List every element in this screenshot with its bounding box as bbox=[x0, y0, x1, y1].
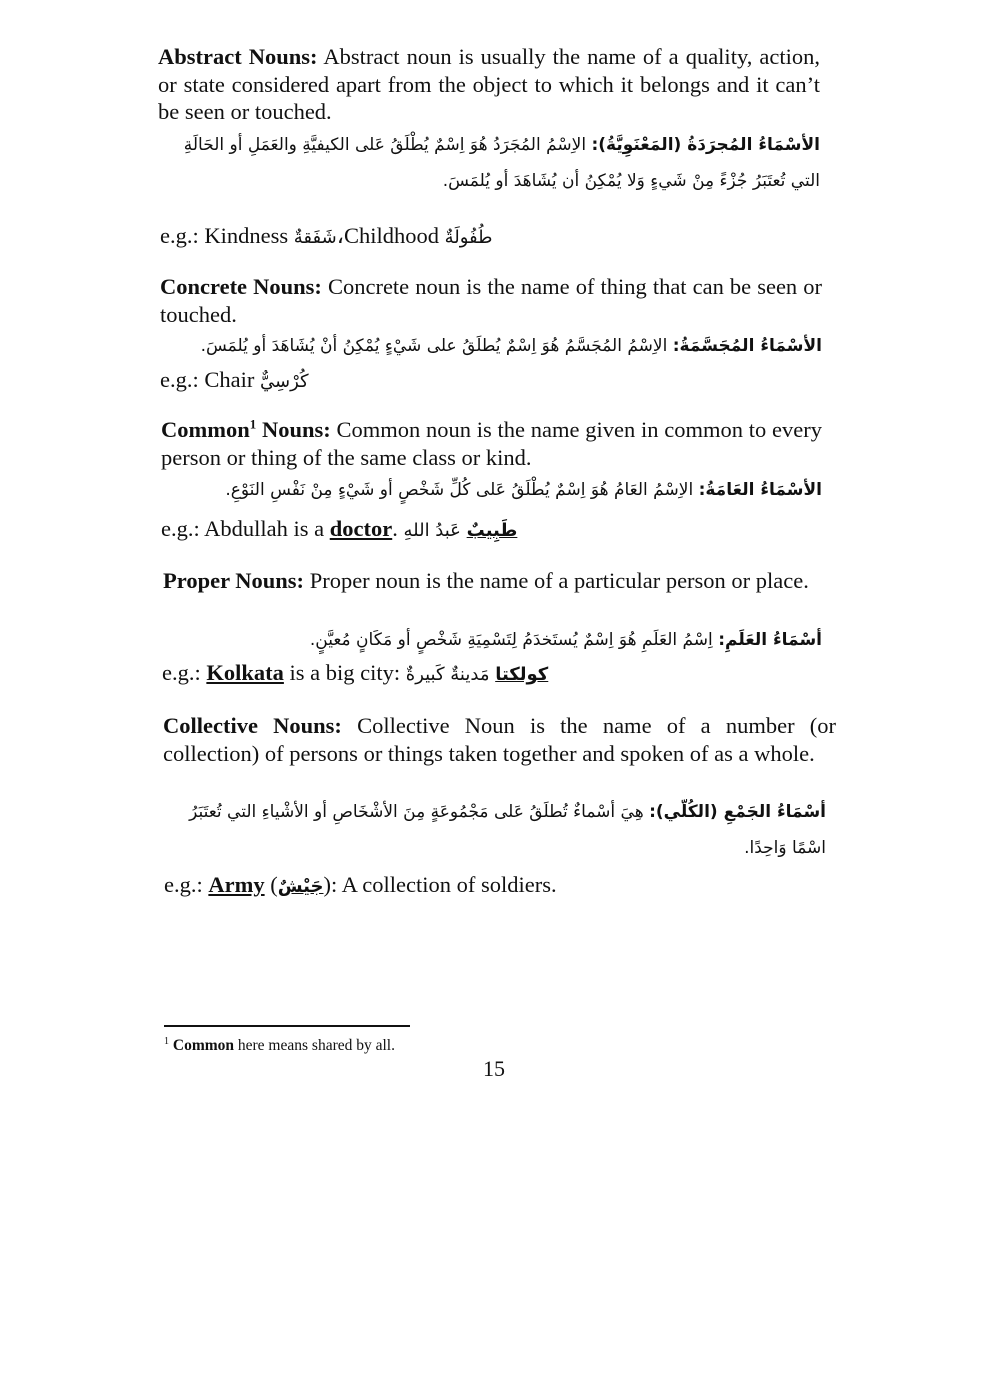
abstract-nouns-example: e.g.: Kindness شَفَقةٌ،Childhood طُفُولَةٌ bbox=[160, 223, 493, 248]
page-number: 15 bbox=[483, 1056, 505, 1081]
collective-nouns-example: e.g.: Army (جَيْشٌ): A collection of soldiers. bbox=[164, 872, 557, 897]
common-nouns-definition: Common$^1$ Nouns: Common noun is the name given in common to every person or thing of the same class or kind. bbox=[161, 416, 822, 470]
concrete-nouns-example: e.g.: Chair كُرْسِيٌّ bbox=[160, 367, 309, 392]
collective-nouns-definition: Collective Nouns: Collective Noun is the name of a number (or collection) of persons or things taken together and spoken of as a whole. bbox=[163, 713, 836, 766]
collective-nouns-arabic: أسْمَاءُ الجَمْعِ (الكُلّي): هِيَ أسْماءٌ تُطلَقُ عَلى مَجْمُوعَةٍ مِنَ الأشْخَاصِ أو الأشْياءِ التي تُعتَبَرُ اسْمًا وَاحِدًا. bbox=[189, 802, 826, 858]
collective-nouns-term: Collective Nouns: bbox=[163, 713, 342, 738]
common-nouns-term: Common$^1$ Nouns: bbox=[161, 416, 331, 442]
footnote-reference[interactable]: 1 bbox=[249, 416, 257, 432]
proper-nouns-arabic: أسْمَاءُ العَلَمِ: اِسْمُ العَلَمِ هُوَ اِسْمٌ يُستَخدَمُ لِتَسْمِيَةِ شَخْصٍ أو مَكَانٍ مُعيَّنٍ. bbox=[309, 630, 822, 650]
concrete-nouns-arabic: الأسْمَاءُ المُجَسَّمَةُ: الاِسْمُ المُجَسَّمُ هُوَ اِسْمٌ يُطلَقُ على شَيْءٍ يُمْكِنُ أنْ يُشَاهَدَ أو يُلمَسَ. bbox=[200, 336, 822, 356]
concrete-nouns-term: Concrete Nouns: bbox=[160, 274, 322, 299]
concrete-nouns-definition: Concrete Nouns: Concrete noun is the name of thing that can be seen or touched. bbox=[160, 274, 822, 327]
footnote: $^1$ Common here means shared by all. bbox=[164, 1035, 395, 1054]
abstract-nouns-definition: Abstract Nouns: Abstract noun is usually the name of a quality, action, or state considered apart from the object to which it belongs and it can’t be seen or touched. bbox=[158, 44, 820, 124]
footnote-separator bbox=[164, 1025, 410, 1027]
proper-nouns-term: Proper Nouns: bbox=[163, 568, 305, 593]
abstract-nouns-arabic: الأسْمَاءُ المُجرَدَةُ (المَعْنَوِيَّةُ): الاِسْمُ المُجَرَدُ هُوَ اِسْمٌ يُطْلَقُ عَلى الكيفيَّةِ والعَمَلِ أو الحَالَةِ التي تُعتَبَرُ جُزْءً مِنْ شَيءٍ وَلا يُمْكِنُ أن يُشَاهَدَ أو يُلمَسَ. bbox=[183, 135, 820, 191]
proper-nouns-definition: Proper Nouns: Proper noun is the name of a particular person or place. bbox=[163, 568, 809, 593]
abstract-nouns-term: Abstract Nouns: bbox=[158, 44, 318, 69]
common-nouns-example: e.g.: Abdullah is a doctor. طَبِيبٌ عَبدُ اللهِ bbox=[161, 516, 518, 541]
common-nouns-arabic: الأسْمَاءُ العَامَةُ: الاِسْمُ العَامُ هُوَ اِسْمٌ يُطْلَقُ عَلى كُلِّ شَخْصٍ أو شَيْءٍ مِنْ نَفْسِ النَوْعِ. bbox=[225, 480, 822, 500]
proper-nouns-example: e.g.: Kolkata is a big city: كولكتا مَدينةٌ كَبيرةٌ bbox=[162, 660, 549, 685]
